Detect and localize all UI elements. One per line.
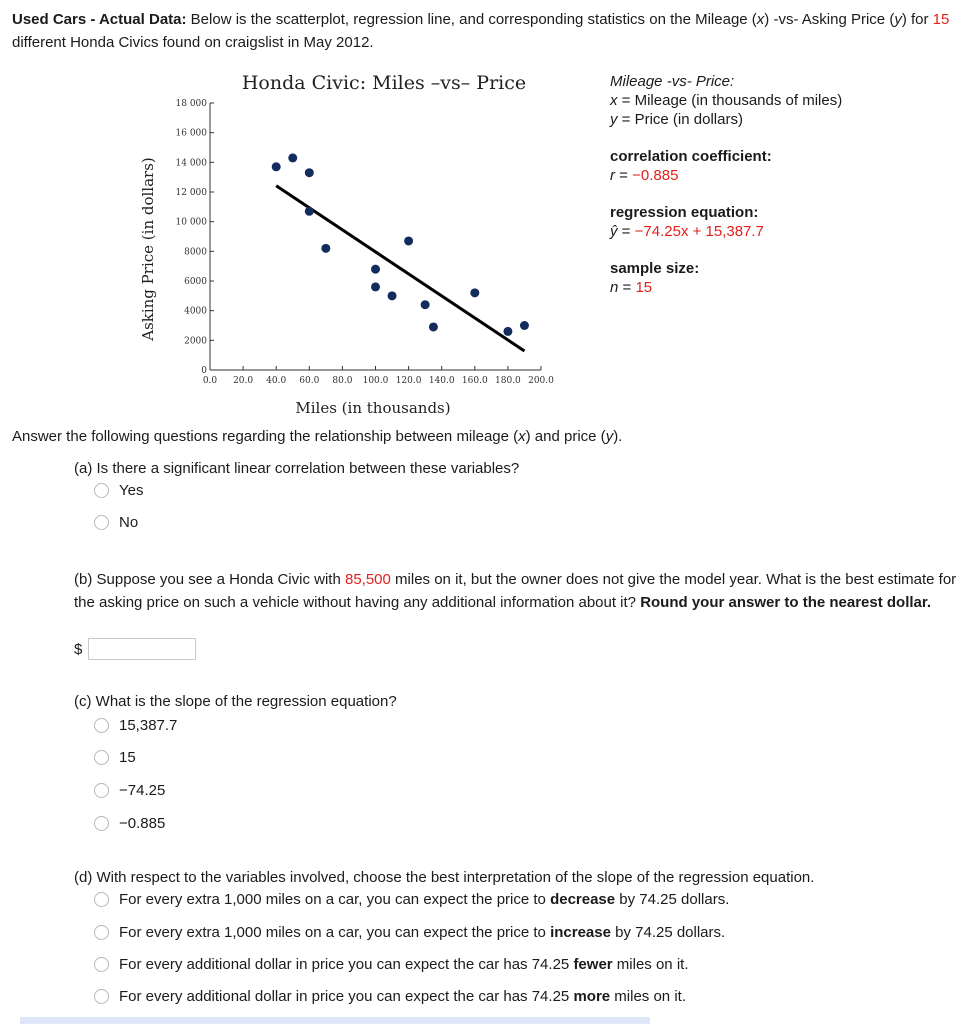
option-text-bold: fewer (573, 956, 613, 973)
radio-button[interactable] (94, 718, 109, 733)
x-tick-label: 60.0 (299, 376, 320, 386)
y-tick-label: 14 000 (175, 158, 207, 169)
data-point (305, 168, 314, 177)
x-tick-label: 140.0 (428, 376, 455, 386)
y-tick-label: 6000 (184, 277, 207, 287)
question-b-answer-row (74, 638, 196, 660)
question-c-option-4[interactable] (94, 815, 165, 832)
lead-text-3: ). (613, 428, 623, 445)
data-point (288, 153, 297, 162)
correlation-value: −0.885 (632, 167, 679, 184)
y-tick-label: 18 000 (175, 99, 207, 109)
questions-lead (12, 428, 622, 445)
radio-button[interactable] (94, 892, 109, 907)
radio-button[interactable] (94, 783, 109, 798)
chart-title: Honda Civic: Miles –vs– Price (241, 72, 527, 94)
y-tick-label: 4000 (184, 306, 207, 317)
option-label (119, 988, 686, 1005)
sample-size-eq: = (618, 279, 636, 296)
radio-button[interactable] (94, 816, 109, 831)
radio-button[interactable] (94, 483, 109, 498)
option-text-pre: For every additional dollar in price you can expect the car has 74.25 (119, 988, 574, 1005)
data-point (388, 291, 397, 300)
intro-text-3: ) for (901, 11, 933, 28)
option-text-post: by 74.25 dollars. (615, 891, 730, 908)
stats-y-definition (610, 110, 842, 129)
y-tick-label: 10 000 (175, 217, 207, 228)
x-tick-label: 120.0 (395, 376, 422, 386)
question-c-option-3[interactable] (94, 782, 165, 799)
x-tick-label: 200.0 (528, 376, 554, 386)
question-d-option-1[interactable] (94, 891, 729, 908)
x-tick-label: 80.0 (332, 376, 353, 386)
radio-button[interactable] (94, 989, 109, 1004)
question-b-prompt (74, 568, 959, 614)
stats-regression (610, 203, 842, 241)
intro-x-var: x (756, 11, 765, 28)
data-point (272, 162, 281, 171)
option-label: 15,387.7 (119, 717, 178, 734)
option-label: −74.25 (119, 782, 166, 799)
correlation-eq: = (615, 167, 633, 184)
question-b-instruction: Round your answer to the nearest dollar. (640, 594, 932, 611)
question-a-option-yes[interactable] (94, 482, 143, 499)
question-a-prompt: (a) Is there a significant linear correlation between these variables? (74, 460, 520, 477)
scatter-chart (125, 62, 575, 424)
y-axis-label: Asking Price (in dollars) (139, 157, 157, 341)
x-tick-label: 40.0 (266, 376, 287, 386)
question-a-option-no[interactable] (94, 514, 138, 531)
option-text-post: by 74.25 dollars. (610, 924, 726, 941)
price-answer-input[interactable] (88, 638, 196, 660)
option-label: −0.885 (119, 815, 166, 832)
radio-button[interactable] (94, 957, 109, 972)
lead-text-1: Answer the following questions regarding the relationship between mileage ( (12, 428, 519, 445)
question-c-option-2[interactable] (94, 749, 136, 766)
data-point (305, 207, 314, 216)
radio-button[interactable] (94, 925, 109, 940)
question-b-text-1: (b) Suppose you see a Honda Civic with (74, 571, 345, 588)
question-d-option-3[interactable] (94, 956, 688, 973)
sample-size-label: sample size: (610, 260, 700, 277)
y-tick-label: 12 000 (175, 188, 207, 198)
option-label: 15 (119, 749, 136, 766)
stats-x-var: x (610, 92, 618, 109)
data-point (404, 236, 413, 245)
correlation-line (610, 166, 842, 185)
option-text-pre: For every extra 1,000 miles on a car, you can expect the price to (119, 891, 551, 908)
question-c-prompt: (c) What is the slope of the regression equation? (74, 693, 397, 710)
intro-text-1: Below is the scatterplot, regression line, and corresponding statistics on the Mileage ( (186, 11, 757, 28)
option-text-bold: decrease (550, 891, 616, 908)
option-label (119, 924, 725, 941)
lead-x: x (518, 428, 526, 445)
x-tick-label: 20.0 (233, 376, 254, 386)
option-text-pre: For every extra 1,000 miles on a car, you can expect the price to (119, 924, 551, 941)
x-tick-label: 100.0 (362, 376, 389, 386)
intro-y-var: y (894, 11, 902, 28)
radio-button[interactable] (94, 515, 109, 530)
points-layer (272, 153, 529, 336)
currency-symbol: $ (74, 640, 83, 658)
sample-size-value: 15 (635, 279, 653, 296)
option-text-post: miles on it. (610, 988, 686, 1005)
x-tick-label: 160.0 (461, 376, 488, 386)
intro-count: 15 (932, 11, 950, 28)
option-text-pre: For every additional dollar in price you can expect the car has 74.25 (119, 956, 574, 973)
bottom-bar (20, 1017, 650, 1024)
stats-definitions (610, 72, 842, 129)
data-point (470, 288, 479, 297)
stats-y-text: = Price (in dollars) (617, 111, 743, 128)
x-axis (203, 366, 554, 386)
stats-x-text: = Mileage (in thousands of miles) (617, 92, 843, 109)
y-tick-label: 2000 (184, 336, 207, 347)
option-text-bold: increase (550, 924, 611, 941)
y-tick-label: 16 000 (175, 128, 207, 139)
x-axis-label: Miles (in thousands) (295, 399, 451, 417)
stats-y-var: y (610, 111, 618, 128)
lead-text-2: ) and price ( (525, 428, 606, 445)
question-c-option-1[interactable] (94, 717, 177, 734)
option-text-bold: more (573, 988, 611, 1005)
intro-label: Used Cars - Actual Data: (12, 11, 187, 28)
x-tick-label: 180.0 (495, 376, 521, 386)
regression-eq: = (617, 223, 635, 240)
question-d-option-2[interactable] (94, 924, 725, 941)
stats-correlation (610, 147, 842, 185)
y-axis (176, 99, 215, 376)
question-d-option-4[interactable] (94, 988, 686, 1005)
data-point (421, 300, 430, 309)
option-label: Yes (119, 482, 144, 499)
option-label: No (119, 514, 139, 531)
option-label (119, 891, 729, 908)
intro-text-2: ) -vs- Asking Price ( (764, 11, 895, 28)
data-point (520, 321, 529, 330)
data-point (371, 265, 380, 274)
sample-size-var: n (610, 279, 619, 296)
question-b-miles: 85,500 (344, 571, 391, 588)
stats-x-definition (610, 91, 842, 110)
stats-panel (610, 72, 842, 315)
question-b-text-2: miles on it, but the owner does not give the model year. What is the best estimate for the asking price on such a vehicle without having any additional information about it? (74, 571, 957, 611)
option-text-post: miles on it. (612, 956, 689, 973)
data-point (503, 327, 512, 336)
option-label (119, 956, 688, 973)
data-point (371, 282, 380, 291)
regression-yhat: ŷ (610, 223, 618, 240)
regression-value: −74.25x + 15,387.7 (634, 223, 764, 240)
data-point (429, 322, 438, 331)
regression-line (610, 222, 842, 241)
sample-size-line (610, 278, 842, 297)
radio-button[interactable] (94, 750, 109, 765)
y-tick-label: 8000 (184, 247, 207, 258)
correlation-var: r (610, 167, 615, 184)
intro-paragraph (12, 8, 962, 54)
lead-y: y (605, 428, 614, 445)
data-point (321, 244, 330, 253)
intro-text-4: different Honda Civics found on craigslist in May 2012. (12, 34, 374, 51)
stats-heading: Mileage -vs- Price: (610, 73, 735, 90)
regression-label: regression equation: (610, 204, 759, 221)
correlation-label: correlation coefficient: (610, 148, 772, 165)
question-d-prompt: (d) With respect to the variables involved, choose the best interpretation of the slope of the regression equation. (74, 869, 815, 886)
stats-sample-size (610, 259, 842, 297)
x-tick-label: 0.0 (202, 376, 218, 386)
y-tick-label: 0 (201, 366, 207, 376)
